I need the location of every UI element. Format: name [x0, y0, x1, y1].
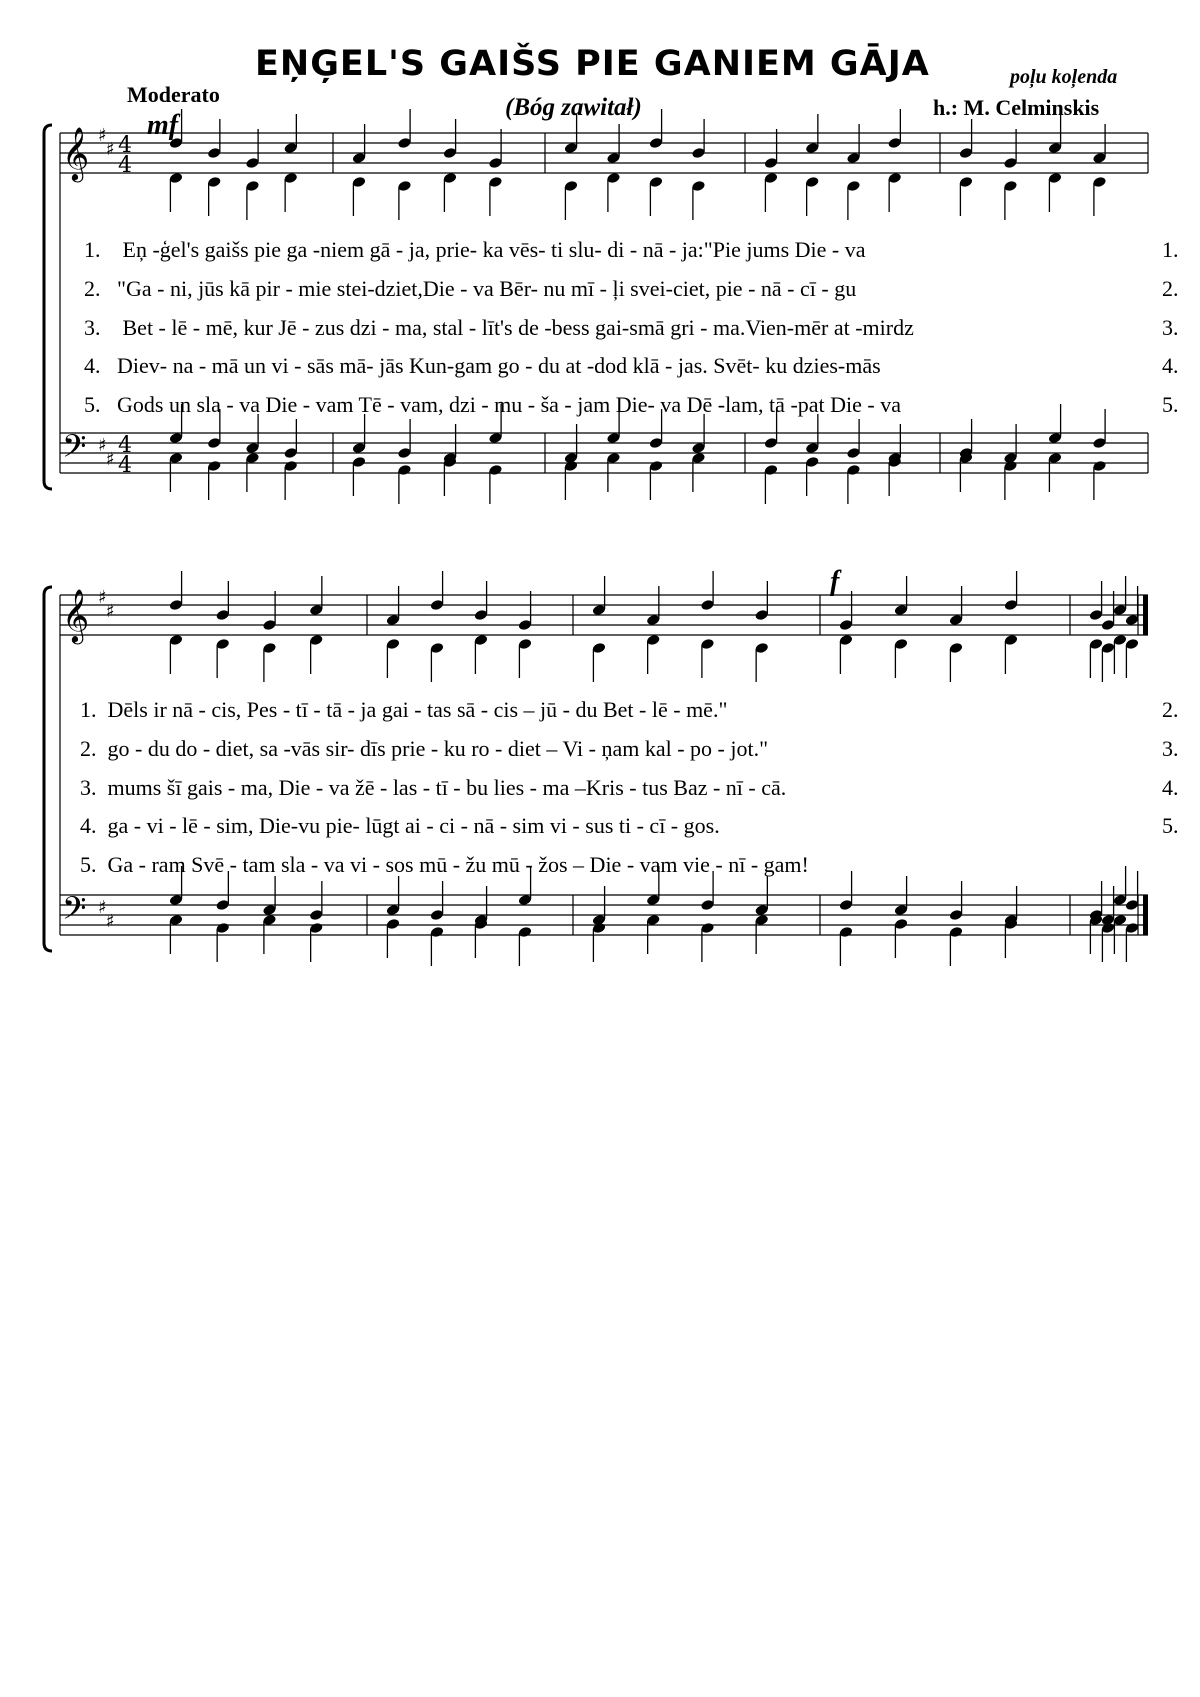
bass-clef-icon: 𝄢	[62, 890, 87, 934]
treble-clef-icon: 𝄞	[62, 588, 90, 642]
system-bracket	[44, 587, 52, 951]
verse-end-num: 5.	[1162, 813, 1179, 838]
lyric-line-s2-v4: 4. ga - vi - lē - sim, Die-vu pie- lūgt ai - ci - nā - sim vi - sus ti - cī - gos.	[80, 813, 720, 838]
final-barline	[1143, 595, 1148, 635]
time-signature-den: 4	[118, 453, 132, 478]
song-title: EŅĢEL'S GAIŠS PIE GANIEM GĀJA	[255, 44, 930, 84]
final-barline	[1143, 895, 1148, 935]
sharp-icon: ♯	[106, 449, 115, 470]
lyric-line-s1-v4: 4. Diev- na - mā un vi - sās mā- jās Kun-gam go - du at -dod klā - jas. Svēt- ku dzies-mās	[84, 353, 881, 378]
lyric-line-s1-v1: 1. Eņ -ģel's gaišs pie ga -niem gā - ja, prie- ka vēs- ti slu- di - nā - ja:"Pie jums Die - va	[84, 237, 866, 262]
verse-end-num: 1.	[1162, 237, 1179, 262]
sharp-icon: ♯	[106, 911, 115, 932]
sharp-icon: ♯	[98, 435, 107, 456]
tempo-marking: Moderato	[127, 82, 220, 107]
lyric-line-s1-v5: 5. Gods un sla - va Die - vam Tē - vam, dzi - mu - ša - jam Die- va Dē -lam, tā -pat Die - va	[84, 392, 901, 417]
lyric-line-s2-v3: 3. mums šī gais - ma, Die - va žē - las - tī - bu lies - ma –Kris - tus Baz - nī - cā.	[80, 775, 787, 800]
dynamic-mf: mf	[147, 110, 179, 141]
verse-end-num: 3.	[1162, 315, 1179, 340]
sharp-icon: ♯	[98, 897, 107, 918]
system-bracket	[44, 125, 52, 489]
verse-end-num: 2.	[1162, 697, 1179, 722]
verse-end-num: 5.	[1162, 392, 1179, 417]
time-signature-num: 4	[118, 133, 132, 158]
verse-end-num: 4.	[1162, 353, 1179, 378]
verse-end-num: 4.	[1162, 775, 1179, 800]
lyric-line-s2-v5: 5. Ga - ram Svē - tam sla - va vi - sos mū - žu mū - žos – Die - vam vie - nī - gam!	[80, 852, 809, 877]
sharp-icon: ♯	[106, 601, 115, 622]
arranger-credit: h.: M. Celminskis	[933, 95, 1100, 120]
genre-label: poļu koļenda	[1010, 66, 1118, 88]
lyric-line-s2-v2: 2. go - du do - diet, sa -vās sir- dīs prie - ku ro - diet – Vi - ņam kal - po - jot."	[80, 736, 769, 761]
lyric-line-s2-v1: 1. Dēls ir nā - cis, Pes - tī - tā - ja gai - tas sā - cis – jū - du Bet - lē - mē."	[80, 697, 728, 722]
verse-end-num: 2.	[1162, 276, 1179, 301]
time-signature-num: 4	[118, 433, 132, 458]
lyric-line-s1-v2: 2. "Ga - ni, jūs kā pir - mie stei-dziet,Die - va Bēr- nu mī - ļi svei-ciet, pie - nā - cī - gu	[84, 276, 857, 301]
sharp-icon: ♯	[106, 139, 115, 160]
sharp-icon: ♯	[98, 587, 107, 608]
verse-end-num: 3.	[1162, 736, 1179, 761]
lyric-line-s1-v3: 3. Bet - lē - mē, kur Jē - zus dzi - ma, stal - līt's de -bess gai-smā gri - ma.Vien-mēr at -mirdz	[84, 315, 914, 340]
sharp-icon: ♯	[98, 125, 107, 146]
time-signature-den: 4	[118, 153, 132, 178]
song-subtitle: (Bóg zawitał)	[505, 94, 642, 121]
bass-clef-icon: 𝄢	[62, 428, 87, 472]
treble-clef-icon: 𝄞	[62, 126, 90, 180]
dynamic-f: f	[830, 566, 840, 597]
